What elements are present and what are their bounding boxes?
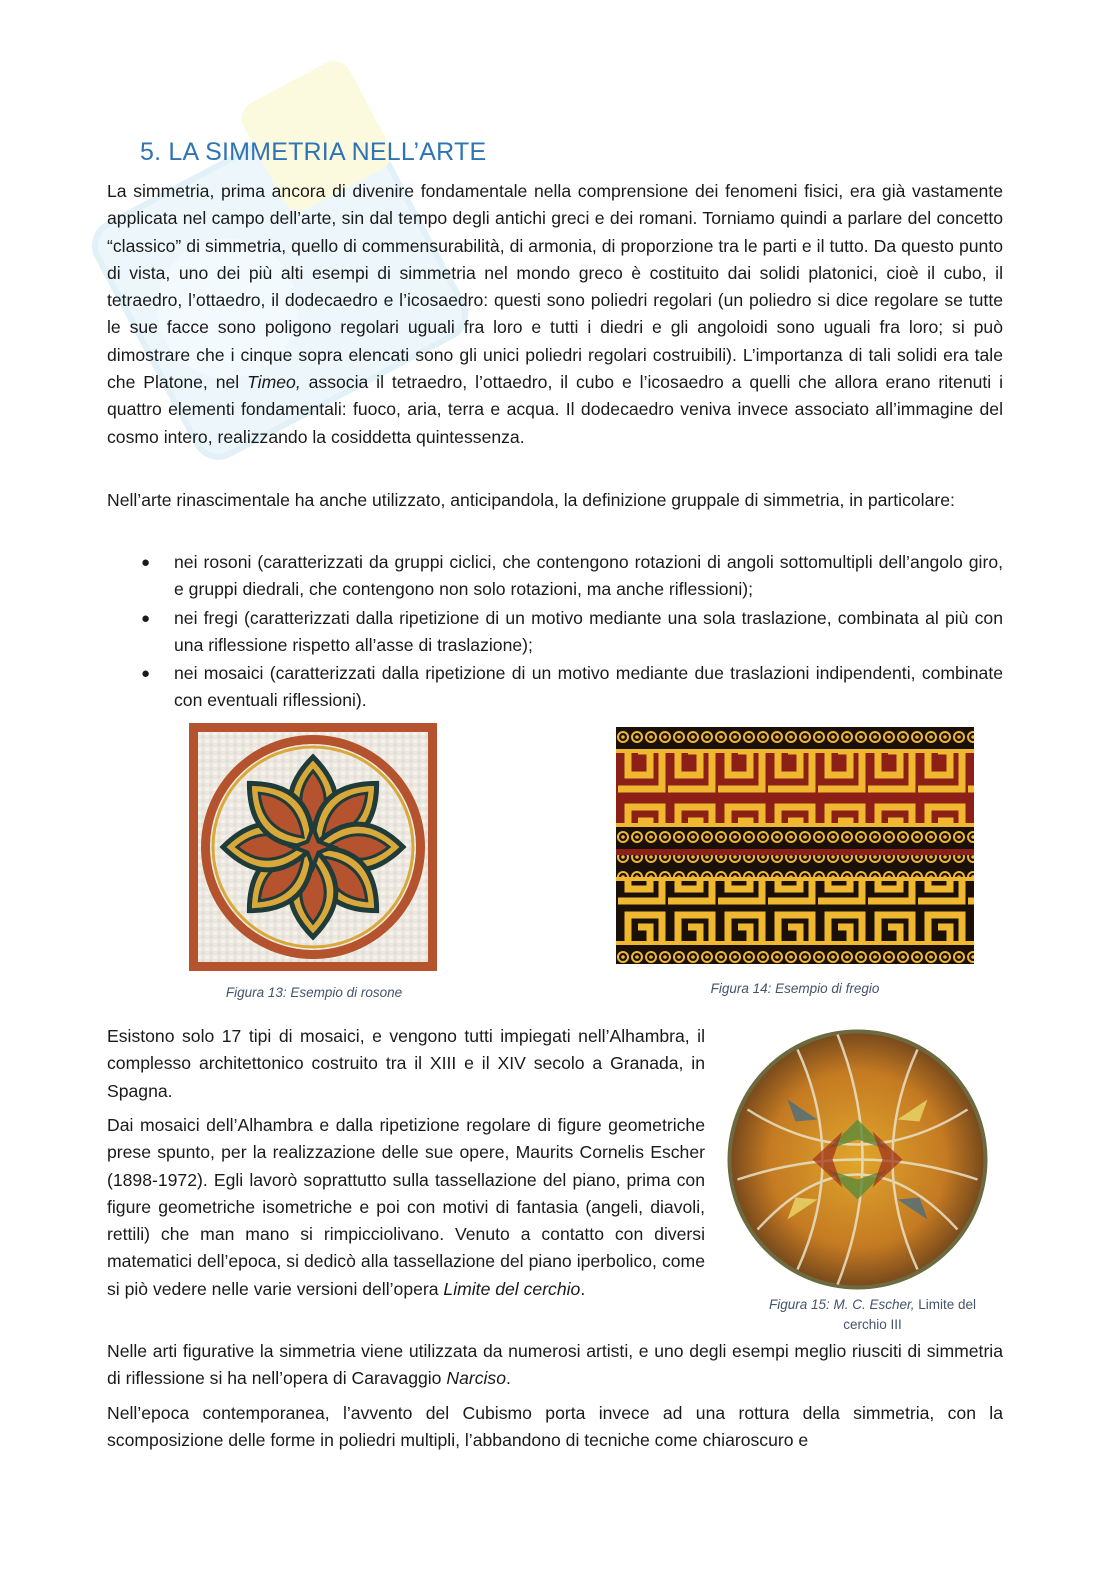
paragraph-escher bbox=[107, 1112, 705, 1303]
paragraph-escher-part-b: . bbox=[580, 1278, 586, 1299]
figure-14-caption: Figura 14: Esempio di fregio bbox=[710, 981, 880, 996]
figure-15-caption-part-a: Figura 15: M. C. Escher, bbox=[768, 1297, 915, 1312]
rose-window-mosaic-image bbox=[189, 723, 437, 971]
figure-13-caption: Figura 13: Esempio di rosone bbox=[225, 985, 403, 1000]
escher-circle-limit-image bbox=[725, 1027, 990, 1292]
paragraph-intro-part-b: associa il tetraedro, l’ottaedro, il cubo e l’icosaedro a quelli che allora erano ritenuti i quattro elementi fondamentali: fuoco, aria, terra e acqua. Il dodecaedro veniva invece associato all’immagine del cosmo intero, realizzando la cosiddetta quintessenza. bbox=[107, 372, 1003, 447]
paragraph-renaissance: Nell’arte rinascimentale ha anche utilizzato, anticipandola, la definizione gruppale di simmetria, in particolare: bbox=[107, 490, 955, 510]
symmetry-list bbox=[107, 549, 1003, 716]
figure-15-caption bbox=[740, 1295, 1005, 1335]
paragraph-intro bbox=[107, 178, 1003, 451]
paragraph-caravaggio bbox=[107, 1338, 1003, 1393]
bullet-icon: ● bbox=[141, 665, 151, 683]
list-item bbox=[107, 549, 1003, 604]
paragraph-intro-part-a: La simmetria, prima ancora di divenire fondamentale nella comprensione dei fenomeni fisici, era già vastamente applicata nel campo dell’arte, sin dal tempo degli antichi greci e dei romani. Torniamo quindi a parlare del concetto “classico” di simmetria, quello di commensurabilità, di armonia, di proporzione tra le parti e il tutto. Da questo punto di vista, uno dei più alti esempi di simmetria nel mondo greco è costituito dai solidi platonici, cioè il cubo, il tetraedro, l’ottaedro, il dodecaedro e l’icosaedro: questi sono poliedri regolari (un poliedro si dice regolare se tutte le sue facce sono poligono regolari uguali fra loro e tutti i diedri e gli angoloidi sono uguali fra loro; si può dimostrare che i cinque sopra elencati sono gli unici poliedri regolari costruibili). L’importanza di tali solidi era tale che Platone, nel bbox=[107, 181, 1003, 393]
bullet-icon: ● bbox=[141, 609, 151, 627]
list-item bbox=[107, 605, 1003, 660]
limite-del-cerchio-title: Limite del cerchio bbox=[443, 1278, 581, 1299]
paragraph-escher-part-a: Dai mosaici dell’Alhambra e dalla ripetizione regolare di figure geometriche prese spunto, per la realizzazione delle sue opere, Maurits Cornelis Escher (1898-1972). Egli lavorò soprattutto sulla tassellazione del piano, prima con figure geometriche isometriche e poi con motivi di fantasia (angeli, diavoli, rettili) che man mano si rimpicciolivano. Venuto a contatto con diversi matematici dell’epoca, si dedicò alla tassellazione del piano iperbolico, come si piò vedere nelle varie versioni dell’opera bbox=[107, 1115, 705, 1299]
figure-15-caption-part-b: Limite del bbox=[914, 1297, 977, 1312]
paragraph-caravaggio-part-b: . bbox=[506, 1368, 511, 1389]
paragraph-alhambra: Esistono solo 17 tipi di mosaici, e vengono tutti impiegati nell’Alhambra, il complesso architettonico costruito tra il XIII e il XIV secolo a Granada, in Spagna. bbox=[107, 1026, 705, 1101]
list-item-text: nei rosoni (caratterizzati da gruppi ciclici, che contengono rotazioni di angoli sottomultipli dell’angolo giro, e gruppi diedrali, che contengono non solo rotazioni, ma anche riflessioni); bbox=[174, 552, 1003, 600]
paragraph-cubism: Nell’epoca contemporanea, l’avvento del Cubismo porta invece ad una rottura della simmetria, con la scomposizione delle forme in poliedri multipli, l’abbandono di tecniche come chiaroscuro e bbox=[107, 1403, 1003, 1451]
list-item bbox=[107, 660, 1003, 715]
list-item-text: nei mosaici (caratterizzati dalla ripetizione di un motivo mediante due traslazioni indipendenti, combinate con eventuali riflessioni). bbox=[174, 663, 1003, 711]
greek-fret-frieze-image bbox=[616, 727, 974, 964]
section-title: 5. LA SIMMETRIA NELL’ARTE bbox=[140, 138, 487, 166]
paragraph-caravaggio-part-a: Nelle arti figurative la simmetria viene utilizzata da numerosi artisti, e uno degli esempi meglio riusciti di simmetria di riflessione si ha nell’opera di Caravaggio bbox=[107, 1341, 1003, 1389]
figure-15-caption-part-c: cerchio III bbox=[843, 1317, 902, 1332]
bullet-icon: ● bbox=[141, 554, 151, 571]
timeo-title: Timeo, bbox=[247, 372, 301, 393]
narciso-title: Narciso bbox=[446, 1368, 506, 1389]
list-item-text: nei fregi (caratterizzati dalla ripetizione di un motivo mediante una sola traslazione, combinata al più con una riflessione rispetto all’asse di traslazione); bbox=[174, 607, 1003, 655]
